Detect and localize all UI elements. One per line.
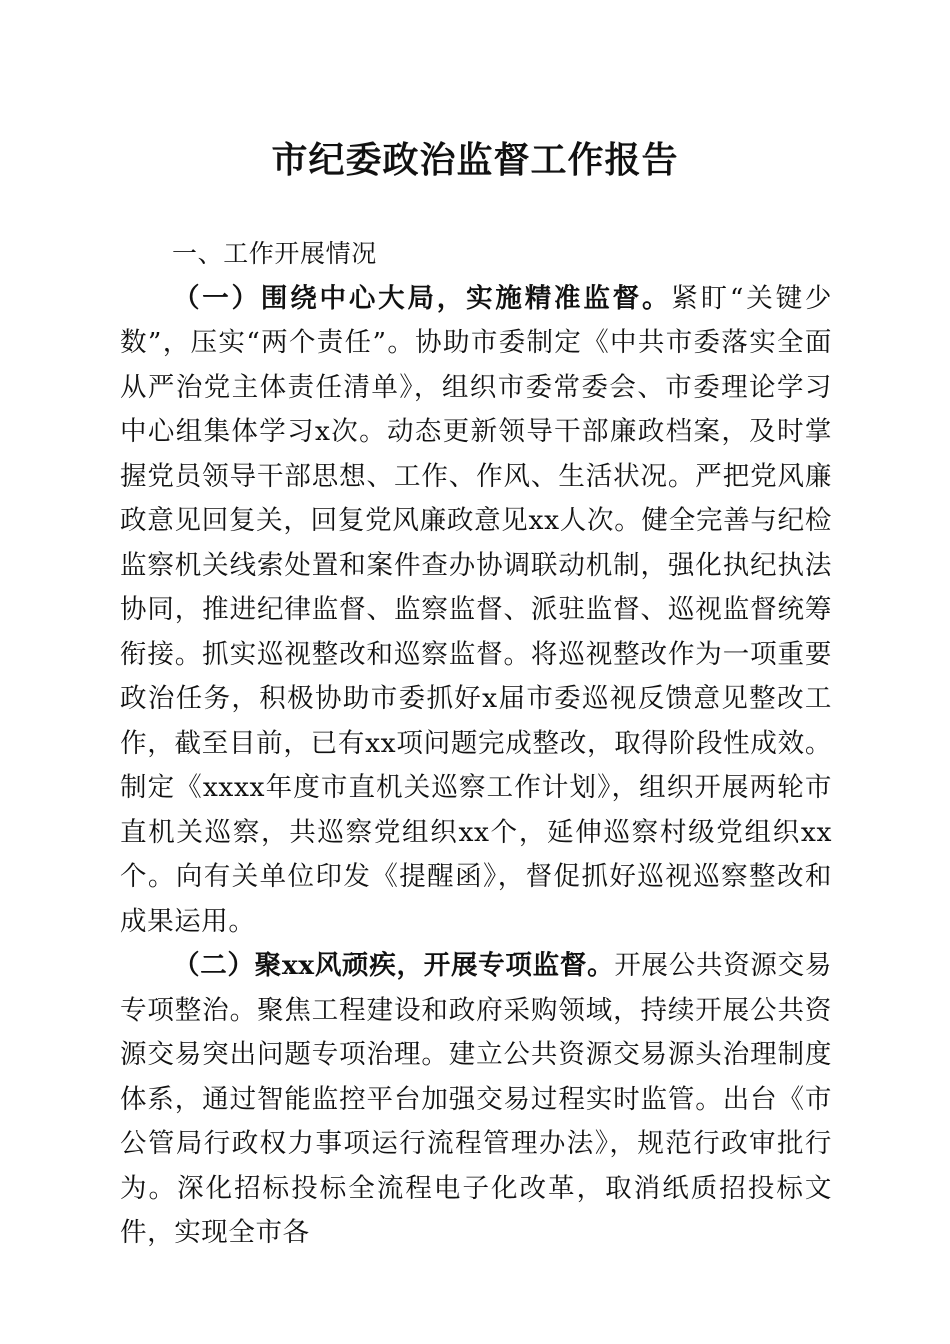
section-heading: 一、工作开展情况 — [172, 239, 377, 268]
paragraph-1-lead: （一）围绕中心大局，实施精准监督。 — [173, 282, 672, 314]
document-body — [120, 232, 832, 1256]
paragraph-2-lead: （二）聚xx风顽疾，开展专项监督。 — [173, 950, 615, 981]
paragraph-2-text: 开展公共资源交易专项整治。聚焦工程建设和政府采购领域，持续开展公共资源交易突出问题专项治理。建立公共资源交易源头治理制度体系，通过智能监控平台加强交易过程实时监管。出台《市公管局行政权力事项运行流程管理办法》，规范行政审批行为。深化招标投标全流程电子化改革，取消纸质招投标文件，实现全市各 — [120, 950, 832, 1248]
paragraph-1-text: 紧盯“关键少数”，压实“两个责任”。协助市委制定《中共市委落实全面从严治党主体责任清单》，组织市委常委会、市委理论学习中心组集体学习x次。动态更新领导干部廉政档案，及时掌握党员领导干部思想、工作、作风、生活状况。严把党风廉政意见回复关，回复党风廉政意见xx人次。健全完善与纪检监察机关线索处置和案件查办协调联动机制，强化执纪执法协同，推进纪律监督、监察监督、派驻监督、巡视监督统筹衔接。抓实巡视整改和巡察监督。将巡视整改作为一项重要政治任务，积极协助市委抓好x届市委巡视反馈意见整改工作，截至目前，已有xx项问题完成整改，取得阶段性成效。制定《xxxx年度市直机关巡察工作计划》，组织开展两轮市直机关巡察，共巡察党组织xx个，延伸巡察村级党组织xx个。向有关单位印发《提醒函》，督促抓好巡视巡察整改和成果运用。 — [120, 282, 832, 937]
document-title: 市纪委政治监督工作报告 — [271, 139, 679, 181]
paragraph-2 — [120, 944, 832, 1256]
paragraph-1 — [120, 277, 832, 945]
